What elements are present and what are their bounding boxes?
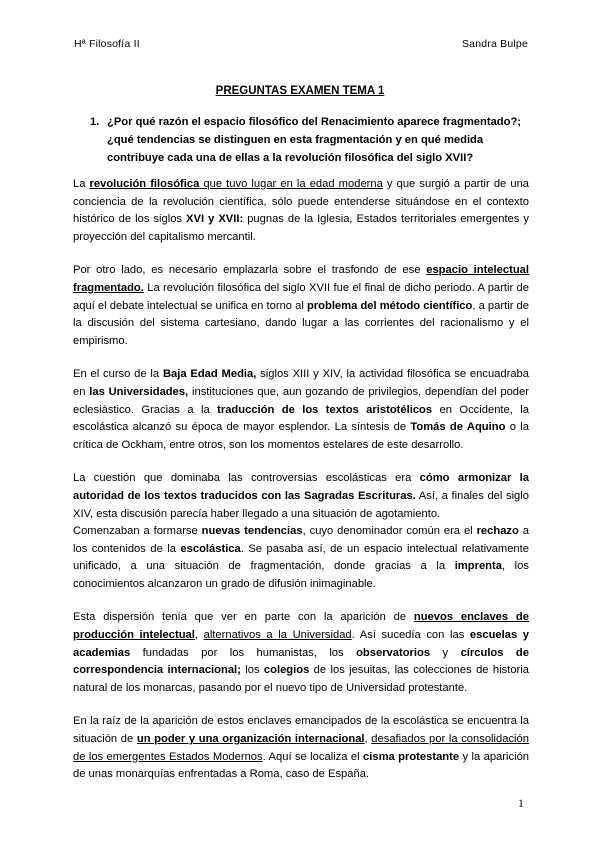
text-run: La revolución filosófica del siglo XVII fue el final de dicho periodo. A partir de aquí el debate intelectual se unifica en torno al (73, 281, 529, 312)
text-run: observatorios (356, 646, 431, 659)
text-run: Baja Edad Media, (162, 368, 257, 381)
text-run: cisma protestante (363, 750, 460, 763)
text-run: , (194, 629, 204, 642)
question-number: 1. (90, 116, 100, 128)
text-run: . Se pasaba así, de un espacio intelectual relativamente unificado, a una situación de fragmentación, donde gracias a la (73, 542, 529, 573)
header-course: Hª Filosofía II (74, 38, 140, 50)
text-run: . Aquí se localiza el (262, 750, 364, 763)
text-run: espacio intelectual fragmentado. (73, 264, 529, 294)
text-run: alternativos a la Universidad (203, 629, 352, 642)
text-run: , a partir de la discusión del sistema cartesiano, dando lugar a las corrientes del racionalismo y el empirismo. (73, 299, 529, 347)
text-run: Tomás de Aquino (410, 421, 506, 434)
text-run: Así, a finales del siglo XIV, esta discusión parecía haber llegado a una situación de agotamiento. (73, 489, 529, 520)
text-run: La cuestión que dominaba las controversias escolásticas era (73, 472, 420, 485)
text-run: desafiados por la consolidación de los emergentes Estados Modernos (73, 733, 529, 763)
text-run: los (240, 664, 264, 677)
text-run: XVI y XVII: (186, 213, 244, 226)
text-run: un poder y una organización internacional (136, 733, 365, 746)
page-number: 1 (518, 796, 524, 810)
text-run: en Occidente, la escolástica alcanzó su época de mayor esplendor. La síntesis de (73, 403, 529, 434)
question-item (90, 113, 530, 167)
text-run: o la crítica de Ockham, entre otros, son los momentos estelares de este desarrollo. (73, 421, 529, 451)
text-run: En el curso de la (73, 368, 163, 381)
text-run: cómo armonizar la autoridad de los textos traducidos con las Sagradas Escrituras. (73, 472, 529, 502)
text-run: . Así sucedía con las (351, 629, 470, 642)
text-run: escuelas y academias (73, 629, 530, 659)
text-run: En la raíz de la aparición de estos enclaves emancipados de la escolástica se encuentra la situación de (73, 715, 529, 746)
text-run: que tuvo lugar en la edad moderna (199, 178, 383, 190)
paragraph-2 (73, 262, 529, 350)
text-run: y (430, 646, 461, 659)
text-run: fundadas por los humanistas, los (130, 646, 357, 659)
text-run: traducción de los textos aristotélicos (217, 403, 433, 416)
text-run: problema del método científico (306, 299, 473, 312)
text-run: rechazo (476, 525, 519, 538)
body-text (73, 176, 529, 800)
paragraph-3 (73, 366, 529, 454)
paragraph-1 (73, 176, 529, 246)
text-run: escolástica (180, 542, 241, 555)
paragraph-6 (73, 609, 529, 697)
text-run: , (364, 733, 372, 746)
text-run: , los conocimientos alcanzaron un grado de difusión inimaginable. (73, 560, 529, 590)
paragraph-5 (73, 523, 529, 593)
text-run: imprenta (454, 560, 502, 573)
text-run: y que surgió a partir de una conciencia de la revolución científica, sólo puede entenderse situándose en el contexto histórico de los siglos (73, 178, 530, 226)
text-run: y la aparición de unas monarquías enfrentadas a Roma, caso de España. (73, 750, 530, 781)
text-run: Comenzaban a formarse (73, 525, 202, 538)
text-run: Esta dispersión tenía que ver en parte con la aparición de (73, 611, 414, 624)
paragraph-4 (73, 470, 529, 523)
text-run: a los contenidos de la (73, 525, 529, 555)
page-title: PREGUNTAS EXAMEN TEMA 1 (215, 85, 385, 97)
text-run: pugnas de la Iglesia, Estados territoriales emergentes y proyección del capitalismo mercantil. (73, 213, 529, 243)
text-run: siglos XIII y XIV, la actividad filosófica se encuadraba en (73, 368, 530, 398)
text-run: nuevos enclaves de producción intelectual (73, 611, 529, 642)
text-run: revolución filosófica (89, 178, 200, 190)
text-run: La (73, 178, 90, 190)
text-run: nuevas tendencias (201, 525, 303, 538)
text-run: , cuyo denominador común era el (302, 525, 477, 538)
text-run: círculos de correspondencia internacional; (73, 646, 529, 677)
header-author: Sandra Bulpe (461, 38, 528, 50)
text-run: colegios (263, 664, 310, 677)
text-run: las Universidades, (89, 385, 189, 398)
text-run: instituciones que, aun gozando de privilegios, dependían del poder eclesiástico. Gracias a la (73, 385, 529, 416)
text-run: Por otro lado, es necesario emplazarla sobre el trasfondo de ese (73, 264, 427, 277)
paragraph-7 (73, 713, 529, 783)
question-text: ¿Por qué razón el espacio filosófico del Renacimiento aparece fragmentado?; ¿qué tendencias se distinguen en esta fragmentación y en qué medida contribuye cada una de ellas a la revolución filosófica del siglo XVII? (107, 116, 522, 164)
text-run: de los jesuitas, las colecciones de historia natural de los monarcas, pasando por el nuevo tipo de Universidad protestante. (73, 664, 529, 694)
